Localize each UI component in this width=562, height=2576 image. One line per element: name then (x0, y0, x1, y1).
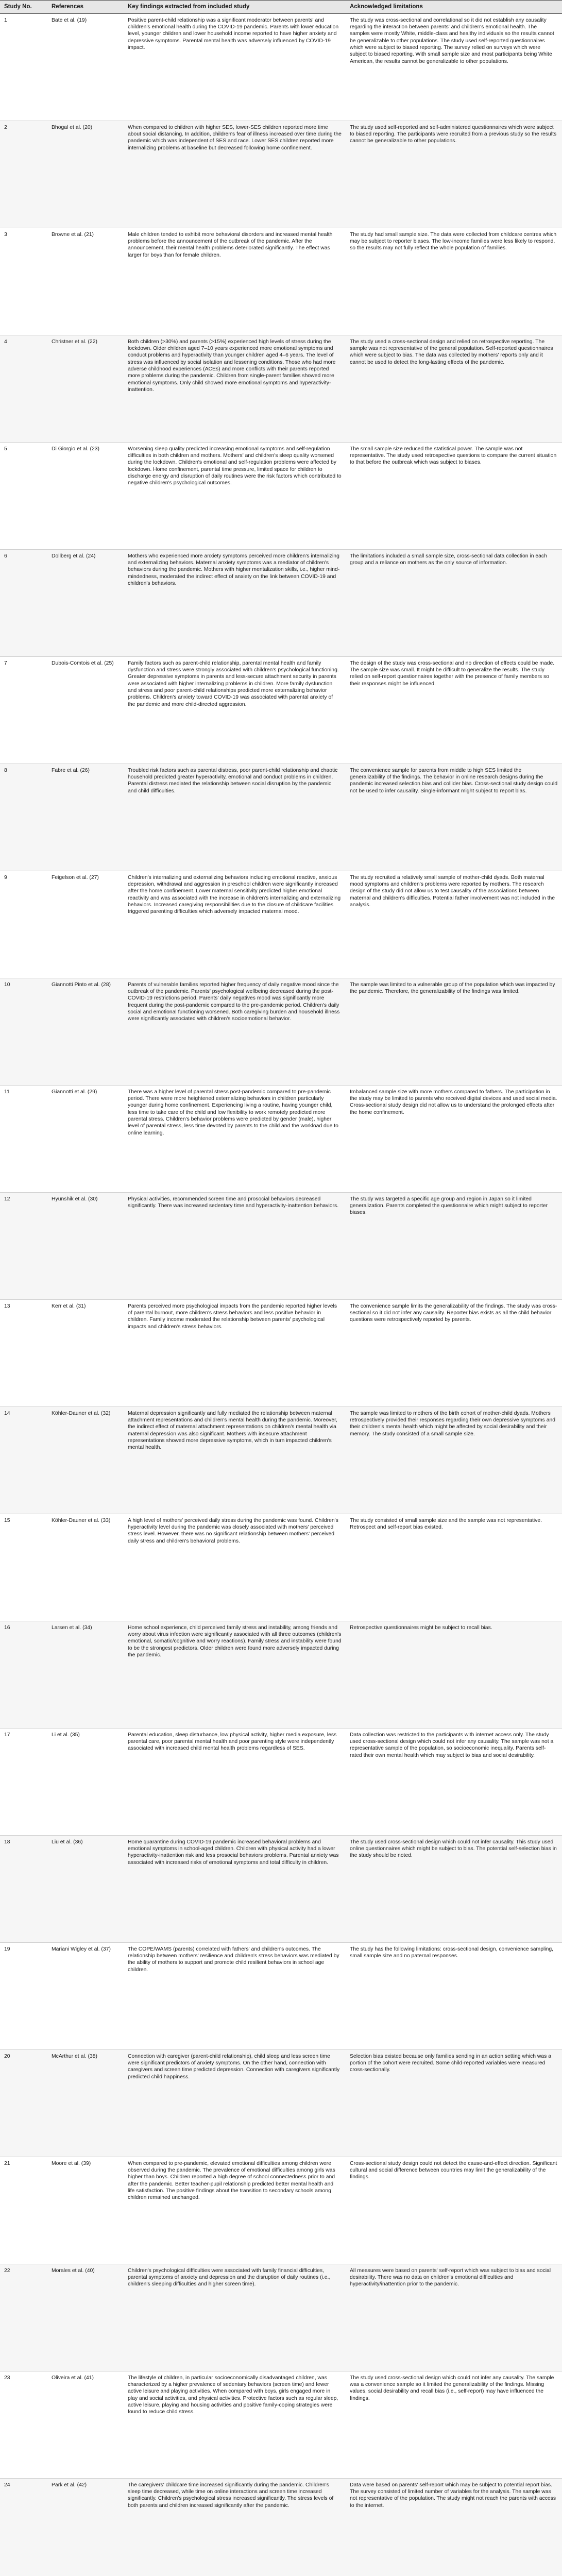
table-row (0, 1835, 562, 1942)
table-row (0, 1406, 562, 1514)
cell-findings: Home school experience, child perceived family stress and instability, among friends and worry about virus infection were significantly associated with all three outcomes (children's emotional, somatic/cognitive and worry reactions). Family stress and instability were found to be the strongest predictors. Older children were found more adversely impacted during the pandemic. (124, 1621, 346, 1728)
table-row (0, 1192, 562, 1299)
cell-limitations: The study used cross-sectional design which could not infer any causality. The sample was a convenience sample so it limited the generalizability of the findings. Missing values, social desirability and recall bias (i.e., self-report) may have influenced the findings. (346, 2371, 562, 2478)
cell-findings: Troubled risk factors such as parental distress, poor parent-child relationship and chaotic household predicted greater hyperactivity, emotional and conduct problems in children. Parental distress mediated the relationship between social disruption by the pandemic and child difficulties. (124, 764, 346, 871)
table-row (0, 442, 562, 549)
cell-reference: Giannotti et al. (29) (47, 1085, 124, 1192)
cell-findings: Worsening sleep quality predicted increasing emotional symptoms and self-regulation difficulties in both children and mothers. Mothers' and children's sleep quality worsened during the lockdown. Children's emotional and self-regulation problems were affected by lockdown. Home confinement, parental time pressure, limited space for children to discharge energy and disruption of daily routines were the risk factors which contributed to negative children's psychological outcomes. (124, 442, 346, 549)
cell-study-no: 1 (0, 13, 47, 121)
cell-study-no: 19 (0, 1942, 47, 2049)
cell-study-no: 17 (0, 1728, 47, 1835)
cell-findings: Children's internalizing and externalizing behaviors including emotional reactive, anxious depression, withdrawal and aggression in preschool children were significantly increased after the home confinement. Lower maternal sensitivity predicted higher emotional reactivity and was associated with the increase in children's internalizing and externalizing behaviors. Increased caregiving responsibilities due to the closure of childcare facilities triggered parenting difficulties which adversely impacted maternal mood. (124, 871, 346, 978)
header-limitations: Acknowledged limitations (346, 1, 562, 14)
cell-findings: The lifestyle of children, in particular socioeconomically disadvantaged children, was characterized by a higher prevalence of sedentary behaviors (screen time) and fewer active leisure and playing activities. When compared with boys, girls engaged more in play and social activities, and physical activities. Protective factors such as regular sleep, active leisure, playing and housing activities and positive family-coping strategies were found to reduce child stress. (124, 2371, 346, 2478)
cell-study-no: 4 (0, 335, 47, 442)
cell-study-no: 9 (0, 871, 47, 978)
cell-limitations: The convenience sample limits the generalizability of the findings. The study was cross-sectional so it did not infer any causality. Reporter bias exists as all the child behavior questions were retrospectively reported by parents. (346, 1299, 562, 1406)
cell-findings: Home quarantine during COVID-19 pandemic increased behavioral problems and emotional symptoms in school-aged children. Children with physical activity had a lower hyperactivity-inattention risk and less prosocial behaviors problems. Parental anxiety was associated with increased risks of emotional symptoms and total difficulty in children. (124, 1835, 346, 1942)
cell-findings: Both children (>30%) and parents (>15%) experienced high levels of stress during the lockdown. Older children aged 7–10 years experienced more emotional symptoms and conduct problems and hyperactivity than younger children aged 4–6 years. The level of stress was influenced by social isolation and lessening conditions. Those who had more adverse childhood experiences (ACEs) and more conflicts with their parents reported more problems during the pandemic. Children from single-parent families showed more emotional symptoms. Only child showed more emotional symptoms and hyperactivity-inattention. (124, 335, 346, 442)
cell-limitations: The study used cross-sectional design which could not infer causality. This study used online questionnaires which might be subject to bias. The potential self-selection bias in the study should be noted. (346, 1835, 562, 1942)
cell-reference: Larsen et al. (34) (47, 1621, 124, 1728)
cell-study-no: 11 (0, 1085, 47, 1192)
cell-reference: Hyunshik et al. (30) (47, 1192, 124, 1299)
cell-limitations: The design of the study was cross-sectional and no direction of effects could be made. The sample size was small. It might be difficult to generalize the results. The study relied on self-report questionnaires together with the presence of family members so their responses might be influenced. (346, 656, 562, 764)
cell-reference: Giannotti Pinto et al. (28) (47, 978, 124, 1085)
cell-reference: Feigelson et al. (27) (47, 871, 124, 978)
cell-study-no: 18 (0, 1835, 47, 1942)
cell-study-no: 14 (0, 1406, 47, 1514)
cell-limitations: The sample was limited to mothers of the birth cohort of mother-child dyads. Mothers retrospectively provided their responses regarding their own depressive symptoms and their children's mental health which might be affected by social desirability and their memory. The study consisted of a small sample size. (346, 1406, 562, 1514)
cell-limitations: Imbalanced sample size with more mothers compared to fathers. The participation in the study may be limited to parents who received digital devices and used social media. Cross-sectional study design did not allow us to understand the prolonged effects after the home confinement. (346, 1085, 562, 1192)
cell-reference: Köhler-Dauner et al. (32) (47, 1406, 124, 1514)
cell-limitations: Data collection was restricted to the participants with internet access only. The study used cross-sectional design which could not infer any causality. The sample was not a representative sample of the population, so socioeconomic inequality. Parents self-rated their own mental health which may subject to bias and social desirability. (346, 1728, 562, 1835)
cell-findings: The caregivers' childcare time increased significantly during the pandemic. Children's sleep time decreased, while time on online interactions and screen time increased significantly. Children's psychological stress increased significantly. The stress levels of both parents and children increased significantly after the pandemic. (124, 2478, 346, 2576)
cell-limitations: All measures were based on parents' self-report which was subject to bias and social desirability. There was no data on children's emotional difficulties and hyperactivity/inattention prior to the pandemic. (346, 2264, 562, 2371)
cell-findings: Parents perceived more psychological impacts from the pandemic reported higher levels of parental burnout, more children's stress behaviors and less positive behavior in children. Family income moderated the relationship between parents' psychological impacts and children's stress behaviors. (124, 1299, 346, 1406)
cell-reference: Bhogal et al. (20) (47, 121, 124, 228)
cell-limitations: The limitations included a small sample size, cross-sectional data collection in each group and a reliance on mothers as the only source of information. (346, 549, 562, 656)
table-row (0, 2371, 562, 2478)
table-body (0, 13, 562, 2576)
cell-findings: There was a higher level of parental stress post-pandemic compared to pre-pandemic period. There were more heightened externalizing behaviors in children particularly younger during home confinement. Experiencing living a routine, having younger child, less time to take care of the child and low flexibility to work remotely predicted more parental stress. Children's behavior problems were predicted by gender (male), higher level of parental stress, less time devoted by parents to the child and the workload due to online learning. (124, 1085, 346, 1192)
cell-findings: Children's psychological difficulties were associated with family financial difficulties, parental symptoms of anxiety and depression and the disruption of daily routines (i.e., children's sleeping difficulties and higher screen time). (124, 2264, 346, 2371)
table-row (0, 871, 562, 978)
cell-study-no: 8 (0, 764, 47, 871)
cell-reference: Dubois-Comtois et al. (25) (47, 656, 124, 764)
cell-findings: Parents of vulnerable families reported higher frequency of daily negative mood since the outbreak of the pandemic. Parents' psychological wellbeing decreased during the post-COVID-19 restrictions period. Parents' daily negatives mood was significantly more frequent during the post-pandemic compared to the pre-pandemic period. Children's daily social and emotional functioning worsened. Both caregiving burden and household illness were significantly associated with children's socioemotional behavior. (124, 978, 346, 1085)
cell-study-no: 13 (0, 1299, 47, 1406)
cell-study-no: 21 (0, 2157, 47, 2264)
table-row (0, 1299, 562, 1406)
cell-limitations: The sample was limited to a vulnerable group of the population which was impacted by the pandemic. Therefore, the generalizability of the findings was limited. (346, 978, 562, 1085)
cell-reference: Oliveira et al. (41) (47, 2371, 124, 2478)
cell-reference: Köhler-Dauner et al. (33) (47, 1514, 124, 1621)
cell-limitations: The convenience sample for parents from middle to high SES limited the generalizability of the findings. The behavior in online research designs during the pandemic increased selection bias and collider bias. Cross-sectional study design could not be used to infer causality. Single-informant might subject to report bias. (346, 764, 562, 871)
cell-limitations: Data were based on parents' self-report which may be subject to potential report bias. The survey consisted of limited number of variables for the analysis. The sample was not representative of the population. The study might not reach the parents with access to the internet. (346, 2478, 562, 2576)
cell-findings: When compared to children with higher SES, lower-SES children reported more time about social distancing. In addition, children's fear of illness increased over time during the pandemic which was independent of SES and race. Lower SES children reported more internalizing problems at baseline but decreased following home confinement. (124, 121, 346, 228)
cell-limitations: Selection bias existed because only families sending in an action setting which was a portion of the cohort were recruited. Some child-reported variables were measured cross-sectionally. (346, 2049, 562, 2157)
cell-reference: Bate et al. (19) (47, 13, 124, 121)
table-row (0, 1728, 562, 1835)
table-row (0, 335, 562, 442)
cell-study-no: 24 (0, 2478, 47, 2576)
table-row (0, 228, 562, 335)
cell-study-no: 2 (0, 121, 47, 228)
cell-study-no: 7 (0, 656, 47, 764)
header-row (0, 1, 562, 14)
cell-study-no: 23 (0, 2371, 47, 2478)
table-row (0, 2157, 562, 2264)
cell-study-no: 16 (0, 1621, 47, 1728)
cell-reference: Mariani Wigley et al. (37) (47, 1942, 124, 2049)
table-row (0, 549, 562, 656)
cell-reference: Park et al. (42) (47, 2478, 124, 2576)
cell-reference: Fabre et al. (26) (47, 764, 124, 871)
cell-limitations: Retrospective questionnaires might be subject to recall bias. (346, 1621, 562, 1728)
cell-findings: Male children tended to exhibit more behavioral disorders and increased mental health problems before the announcement of the outbreak of the pandemic. After the announcement, their mental health problems deteriorated significantly. The effect was larger for boys than for female children. (124, 228, 346, 335)
header-study-no: Study No. (0, 1, 47, 14)
cell-limitations: The study was targeted a specific age group and region in Japan so it limited generalization. Parents completed the questionnaire which might subject to reporter biases. (346, 1192, 562, 1299)
table-row (0, 13, 562, 121)
cell-findings: Physical activities, recommended screen time and prosocial behaviors decreased significantly. There was increased sedentary time and hyperactivity-inattention behaviors. (124, 1192, 346, 1299)
cell-reference: Di Giorgio et al. (23) (47, 442, 124, 549)
cell-study-no: 22 (0, 2264, 47, 2371)
cell-study-no: 15 (0, 1514, 47, 1621)
table-row (0, 656, 562, 764)
cell-study-no: 10 (0, 978, 47, 1085)
cell-limitations: Cross-sectional study design could not detect the cause-and-effect direction. Significant cultural and social difference between countries may limit the generalizability of the findings. (346, 2157, 562, 2264)
cell-limitations: The small sample size reduced the statistical power. The sample was not representative. The study used retrospective questions to compare the current situation to that before the outbreak which was subject to biases. (346, 442, 562, 549)
cell-findings: Parental education, sleep disturbance, low physical activity, higher media exposure, less parental care, poor parental mental health and poor parenting style were independently associated with increased child mental health problems regardless of SES. (124, 1728, 346, 1835)
cell-reference: Browne et al. (21) (47, 228, 124, 335)
cell-findings: A high level of mothers' perceived daily stress during the pandemic was found. Children's hyperactivity level during the pandemic was closely associated with mothers' perceived stress level. However, there was no significant relationship between mothers' perceived daily stress and children's behavioral problems. (124, 1514, 346, 1621)
cell-study-no: 6 (0, 549, 47, 656)
cell-findings: Connection with caregiver (parent-child relationship), child sleep and less screen time were significant predictors of anxiety symptoms. On the other hand, connection with caregivers and screen time predicted depression. Connection with caregivers significantly predicted child happiness. (124, 2049, 346, 2157)
cell-reference: Moore et al. (39) (47, 2157, 124, 2264)
cell-limitations: The study used self-reported and self-administered questionnaires which were subject to biased reporting. The participants were recruited from a previous study so the results cannot be generalizable to other populations. (346, 121, 562, 228)
cell-findings: Positive parent-child relationship was a significant moderator between parents' and children's emotional health during the COVID-19 pandemic. Parents with lower education level, younger children and lower household income reported to have higher anxiety and depressive symptoms. Parental mental health was adversely influenced by COVID-19 impact. (124, 13, 346, 121)
cell-limitations: The study was cross-sectional and correlational so it did not establish any causality regarding the interaction between parents' and children's emotional health. The samples were mostly White, middle-class and healthy individuals so the results cannot be generalizable to other populations. The study used self-reported questionnaires which were subject to biased reporting. The survey relied on surveys which were subject to biased reporting. With small sample size and most participants being White American, the results cannot be generalizable to other populations. (346, 13, 562, 121)
cell-reference: Christner et al. (22) (47, 335, 124, 442)
cell-limitations: The study consisted of small sample size and the sample was not representative. Retrospect and self-report bias existed. (346, 1514, 562, 1621)
table-row (0, 1621, 562, 1728)
cell-findings: Maternal depression significantly and fully mediated the relationship between maternal attachment representations and children's mental health during the pandemic. Moreover, the indirect effect of maternal attachment representations on children's mental health via maternal depression was also significant. Mothers with insecure attachment representations showed more depressive symptoms, which in turn impacted children's mental health. (124, 1406, 346, 1514)
table-row (0, 1514, 562, 1621)
table-row (0, 121, 562, 228)
table-row (0, 2264, 562, 2371)
cell-limitations: The study has the following limitations: cross-sectional design, convenience sampling, small sample size and no paternal responses. (346, 1942, 562, 2049)
header-references: References (47, 1, 124, 14)
cell-findings: Mothers who experienced more anxiety symptoms perceived more children's internalizing and externalizing behaviors. Maternal anxiety symptoms was a mediator of children's behaviors during the pandemic. Mothers with higher mentalization skills, i.e., higher mind-mindedness, moderated the indirect effect of anxiety on the link between COVID-19 and children's behaviors. (124, 549, 346, 656)
cell-reference: McArthur et al. (38) (47, 2049, 124, 2157)
cell-findings: Family factors such as parent-child relationship, parental mental health and family dysfunction and stress were strongly associated with children's psychological functioning. Greater depressive symptoms in parents and less-secure attachment security in parents were associated with higher internalizing problems in children. More family dysfunction and stress and poor parent-child relationships predicted more externalizing behavior problems. Children's anxiety toward COVID-19 was associated with parental anxiety of the pandemic and more child-directed aggression. (124, 656, 346, 764)
cell-reference: Liu et al. (36) (47, 1835, 124, 1942)
cell-limitations: The study used a cross-sectional design and relied on retrospective reporting. The sample was not representative of the general population. Self-reported questionnaires which were subject to bias. The data was collected by mothers' reports only and it cannot be used to detect the long-lasting effects of the pandemic. (346, 335, 562, 442)
cell-reference: Dollberg et al. (24) (47, 549, 124, 656)
cell-findings: The COPE/WAMS (parents) correlated with fathers' and children's outcomes. The relationship between mothers' resilience and children's stress behaviors was mediated by the ability of mothers to support and promote child resilient behaviors in school age children. (124, 1942, 346, 2049)
cell-reference: Li et al. (35) (47, 1728, 124, 1835)
cell-findings: When compared to pre-pandemic, elevated emotional difficulties among children were observed during the pandemic. The prevalence of emotional difficulties among girls was higher than boys. Children reported a high degree of school connectedness prior to and after the pandemic. Better teacher-pupil relationship predicted better mental health and life satisfaction. The positive findings about the transition to secondary schools among children remained unchanged. (124, 2157, 346, 2264)
cell-study-no: 20 (0, 2049, 47, 2157)
table-row (0, 2049, 562, 2157)
header-findings: Key findings extracted from included study (124, 1, 346, 14)
cell-limitations: The study recruited a relatively small sample of mother-child dyads. Both maternal mood symptoms and children's problems were reported by mothers. The research design of the study did not allow us to test causality of the associations between maternal and children's difficulties. Potential father involvement was not included in the analysis. (346, 871, 562, 978)
cell-study-no: 5 (0, 442, 47, 549)
table-header (0, 1, 562, 14)
table-row (0, 978, 562, 1085)
table-row (0, 2478, 562, 2576)
cell-study-no: 12 (0, 1192, 47, 1299)
cell-reference: Kerr et al. (31) (47, 1299, 124, 1406)
cell-study-no: 3 (0, 228, 47, 335)
table-row (0, 1942, 562, 2049)
cell-limitations: The study had small sample size. The data were collected from childcare centres which may be subject to reporter biases. The low-income families were less likely to respond, so the results may not fully reflect the whole population of families. (346, 228, 562, 335)
table-row (0, 764, 562, 871)
table-row (0, 1085, 562, 1192)
cell-reference: Morales et al. (40) (47, 2264, 124, 2371)
